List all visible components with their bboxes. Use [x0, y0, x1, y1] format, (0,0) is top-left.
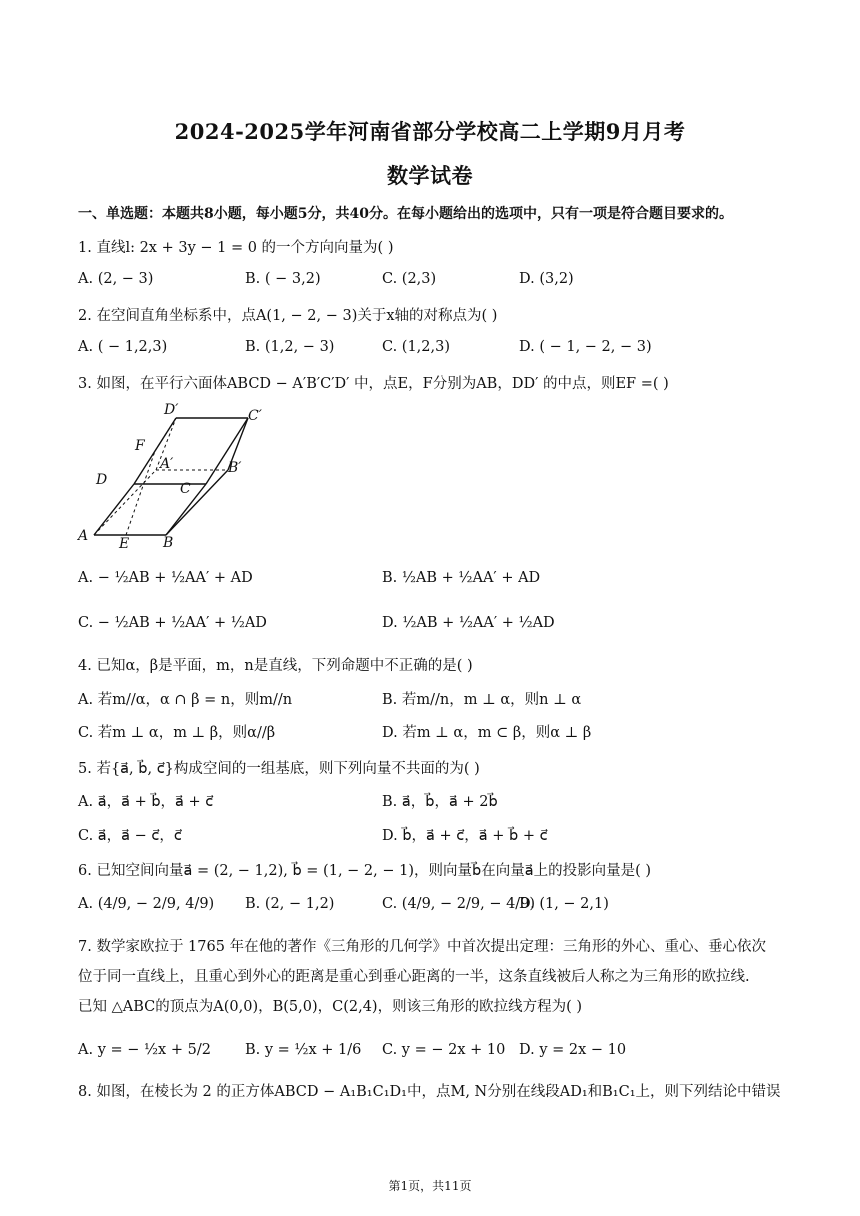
page-title: 2024-2025学年河南省部分学校高二上学期9月月考	[174, 119, 686, 144]
label-a: A	[78, 528, 89, 544]
question-4-option-d: D. 若m ⊥ α，m ⊂ β，则α ⊥ β	[382, 725, 592, 741]
question-7-line-2: 位于同一直线上，且重心到外心的距离是重心到垂心距离的一半，这条直线被后人称之为三角形的欧拉线.	[78, 969, 750, 985]
label-e: E	[119, 536, 130, 550]
question-5-stem: 5. 若{a⃗, b⃗, c⃗}构成空间的一组基底，则下列向量不共面的为( )	[78, 761, 480, 777]
question-1-option-c: C. (2,3)	[382, 271, 437, 287]
page-footer: 第1页，共11页	[388, 1179, 472, 1193]
question-2-option-c: C. (1,2,3)	[382, 339, 451, 355]
question-2-option-d: D. ( − 1, − 2, − 3)	[519, 339, 652, 355]
question-4-option-a: A. 若m//α，α ∩ β = n，则m//n	[78, 692, 293, 708]
question-7-option-a: A. y = − ½x + 5/2	[78, 1042, 211, 1058]
question-5-option-a: A. a⃗，a⃗ + b⃗，a⃗ + c⃗	[78, 794, 214, 810]
question-7-line-1: 7. 数学家欧拉于 1765 年在他的著作《三角形的几何学》中首次提出定理：三角形的外心、重心、垂心依次	[78, 939, 767, 955]
question-2-option-b: B. (1,2, − 3)	[245, 339, 335, 355]
label-a-prime: A′	[160, 456, 174, 472]
section-heading: 一、单选题：本题共8小题，每小题5分，共40分。在每小题给出的选项中，只有一项是符合题目要求的。	[78, 206, 733, 222]
question-6-option-d: D. (1, − 2,1)	[519, 896, 609, 912]
question-3-option-c: C. − ½AB + ½AA′ + ½AD	[78, 615, 267, 631]
question-3-option-a: A. − ½AB + ½AA′ + AD	[78, 570, 253, 586]
page-subtitle: 数学试卷	[387, 163, 473, 188]
question-1-option-b: B. ( − 3,2)	[245, 271, 321, 287]
question-6-option-c: C. (4/9, − 2/9, − 4/9)	[382, 896, 536, 912]
question-5-option-d: D. b⃗，a⃗ + c⃗，a⃗ + b⃗ + c⃗	[382, 828, 548, 844]
label-f: F	[135, 438, 145, 454]
question-4-option-c: C. 若m ⊥ α，m ⊥ β，则α//β	[78, 725, 276, 741]
question-8-stem: 8. 如图，在棱长为 2 的正方体ABCD − A₁B₁C₁D₁中，点M, N分别在线段AD₁和B₁C₁上，则下列结论中错误	[78, 1084, 781, 1100]
question-7-option-d: D. y = 2x − 10	[519, 1042, 627, 1058]
question-4-stem: 4. 已知α，β是平面，m，n是直线，下列命题中不正确的是( )	[78, 658, 473, 674]
question-7-stem	[78, 932, 790, 1022]
question-5-option-b: B. a⃗，b⃗，a⃗ + 2b⃗	[382, 794, 498, 810]
label-c-prime: C′	[248, 408, 262, 424]
label-d: D	[96, 472, 108, 488]
question-7-option-c: C. y = − 2x + 10	[382, 1042, 506, 1058]
question-3-option-d: D. ½AB + ½AA′ + ½AD	[382, 615, 555, 631]
question-6-option-a: A. (4/9, − 2/9, 4/9)	[78, 896, 215, 912]
question-7-line-3: 已知 △ABC的顶点为A(0,0)，B(5,0)，C(2,4)，则该三角形的欧拉线方程为( )	[78, 999, 583, 1015]
label-c: C	[180, 481, 191, 497]
question-2-option-a: A. ( − 1,2,3)	[78, 339, 168, 355]
question-1-stem: 1. 直线l: 2x + 3y − 1 = 0 的一个方向向量为( )	[78, 240, 394, 256]
label-b-prime: B′	[228, 460, 242, 476]
question-1-option-d: D. (3,2)	[519, 271, 574, 287]
question-2-stem: 2. 在空间直角坐标系中，点A(1, − 2, − 3)关于x轴的对称点为( )	[78, 308, 498, 324]
question-4-option-b: B. 若m//n，m ⊥ α，则n ⊥ α	[382, 692, 582, 708]
question-6-option-b: B. (2, − 1,2)	[245, 896, 335, 912]
question-3-option-b: B. ½AB + ½AA′ + AD	[382, 570, 541, 586]
parallelepiped-figure	[76, 398, 276, 550]
question-1-option-a: A. (2, − 3)	[78, 271, 154, 287]
question-5-option-c: C. a⃗，a⃗ − c⃗，c⃗	[78, 828, 182, 844]
label-d-prime: D′	[164, 402, 179, 418]
question-6-stem: 6. 已知空间向量a⃗ = (2, − 1,2), b⃗ = (1, − 2, − 1)，则向量b⃗在向量a⃗上的投影向量是( )	[78, 863, 652, 879]
label-b: B	[163, 535, 174, 550]
question-7-option-b: B. y = ½x + 1/6	[245, 1042, 362, 1058]
question-3-stem: 3. 如图，在平行六面体ABCD − A′B′C′D′ 中，点E，F分别为AB，DD′ 的中点，则EF =( )	[78, 376, 669, 392]
